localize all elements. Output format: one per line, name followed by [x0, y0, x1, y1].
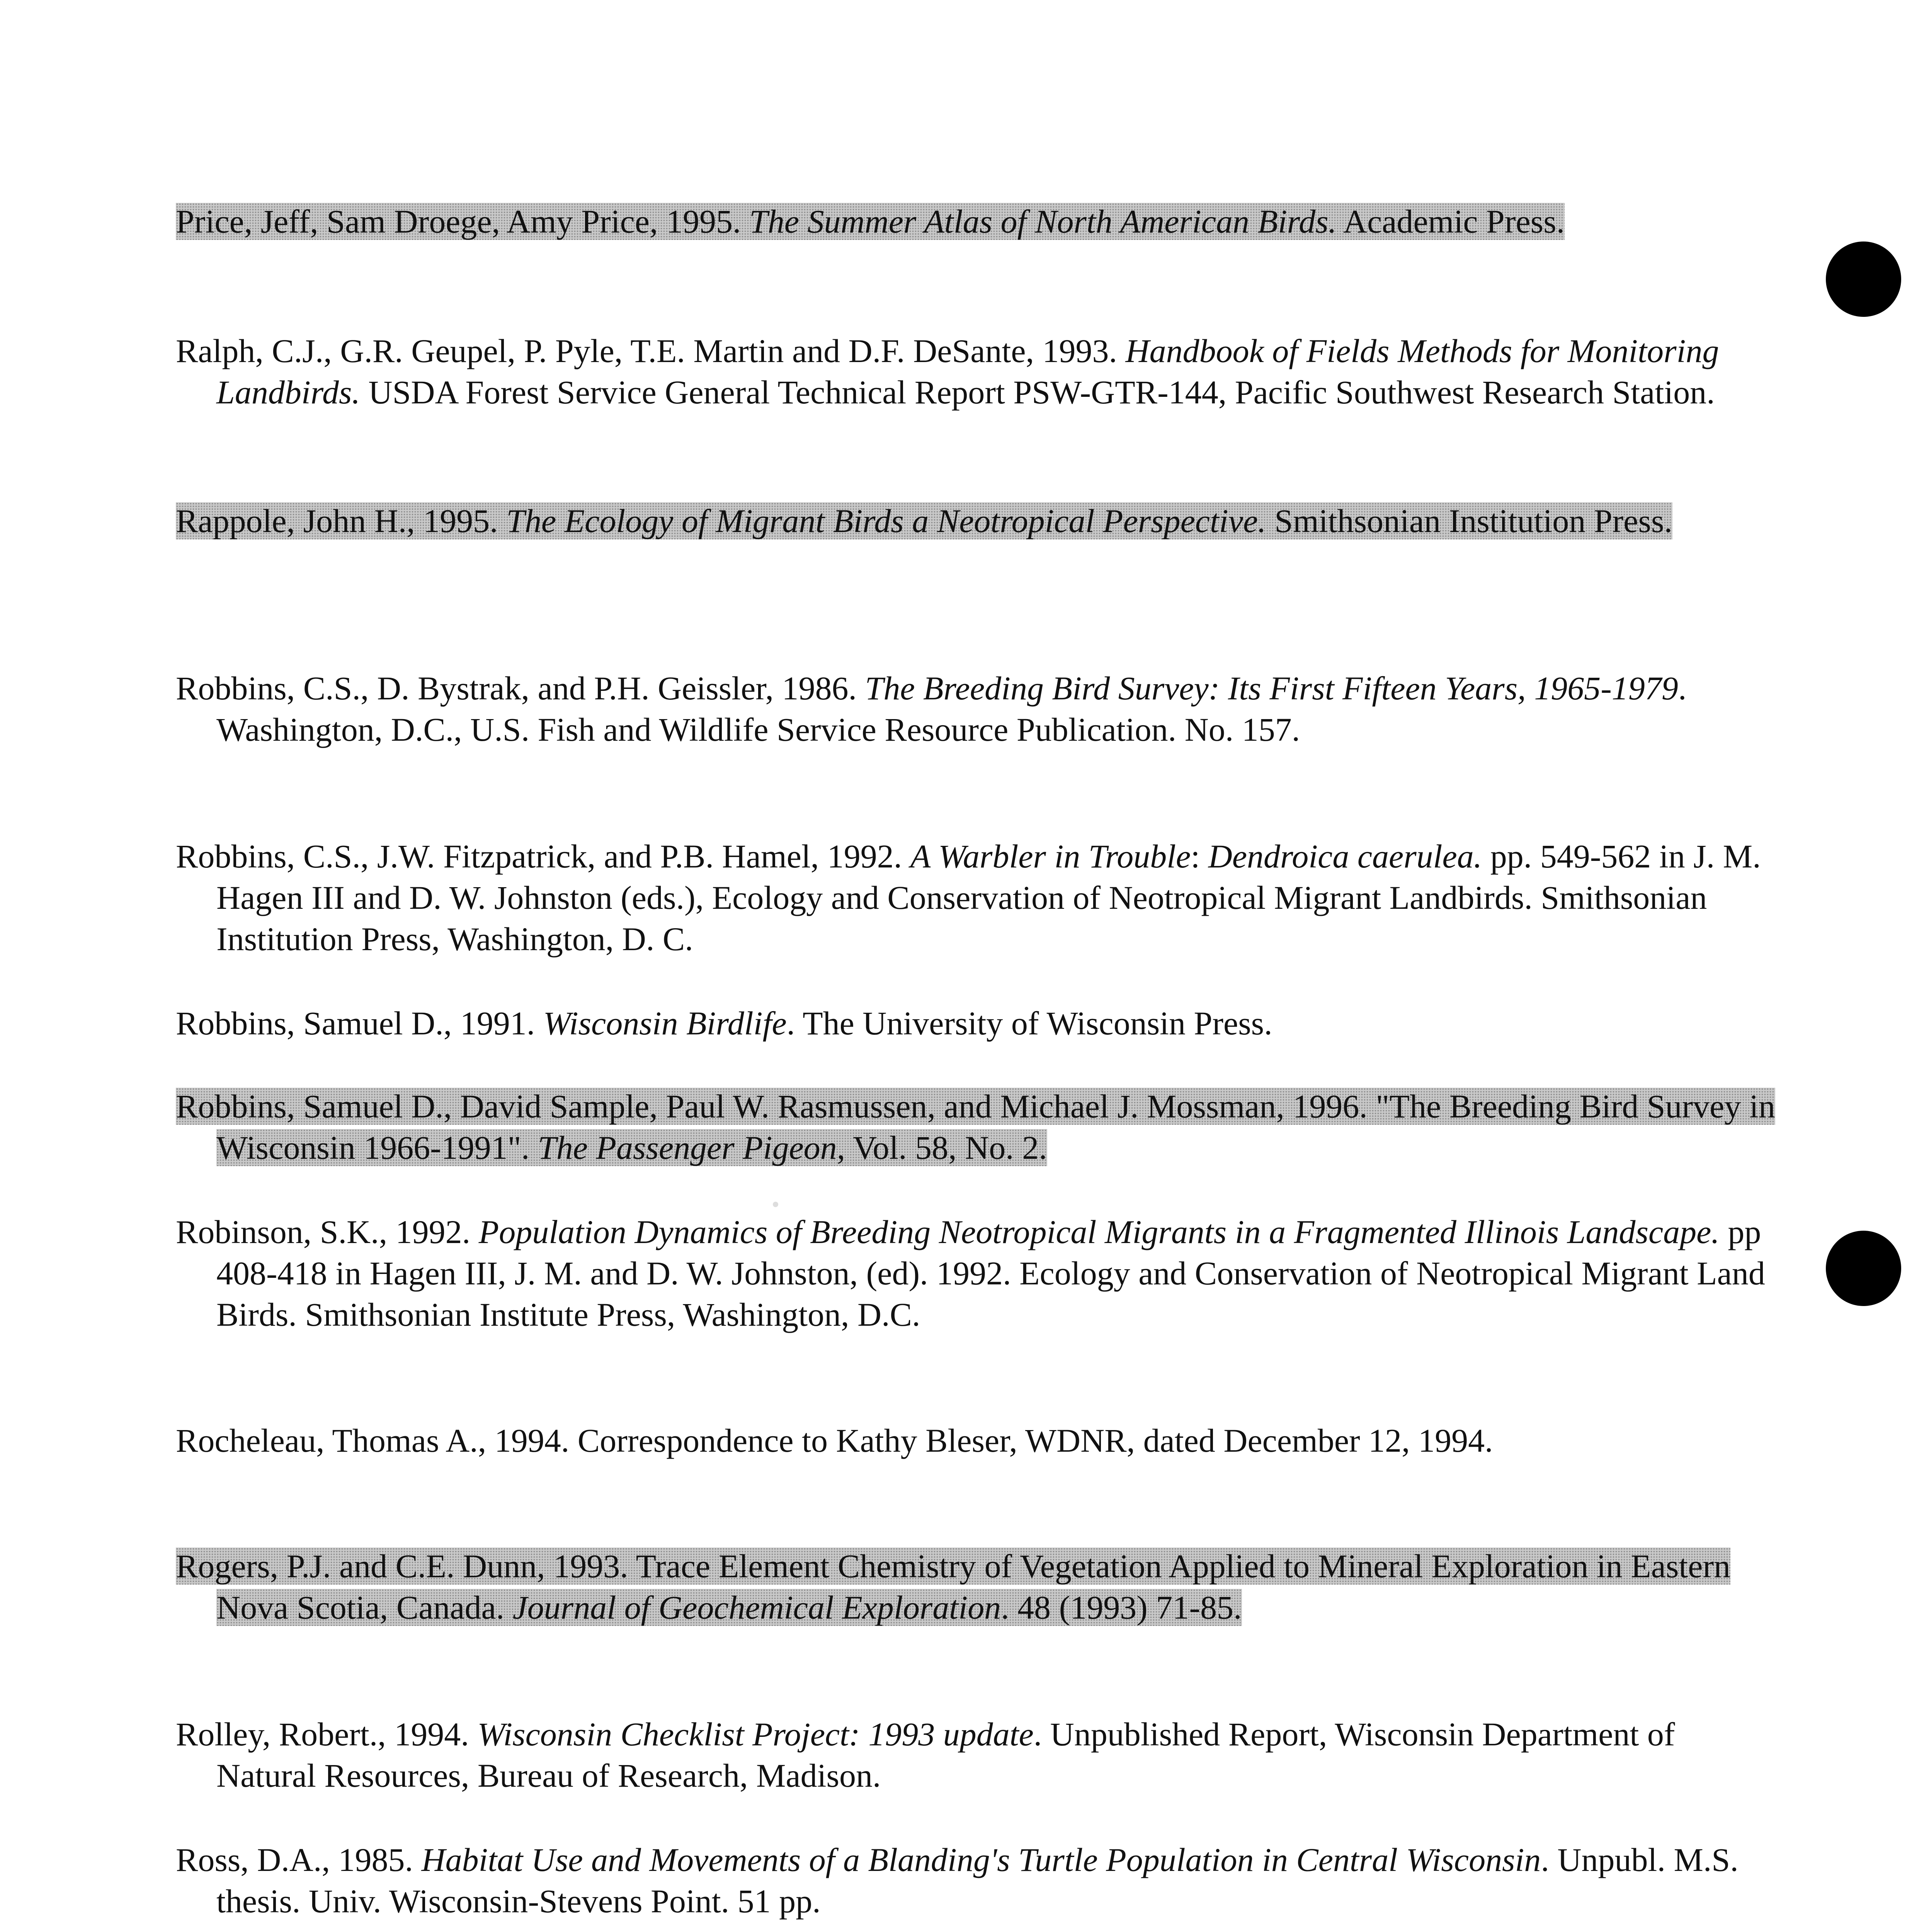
reference-title: Wisconsin Birdlife — [543, 1005, 787, 1042]
revision-bullet-icon — [1826, 242, 1901, 317]
reference-text: , Vol. 58, No. 2. — [837, 1129, 1047, 1166]
reference-text: : — [1191, 838, 1208, 875]
revision-bullet-icon — [1826, 1231, 1901, 1306]
reference-text: Academic Press. — [1337, 203, 1565, 240]
reference-entry — [176, 1839, 1781, 1922]
scan-speck — [773, 1202, 778, 1207]
reference-text: . The University of Wisconsin Press. — [786, 1005, 1272, 1042]
reference-text: USDA Forest Service General Technical Report PSW-GTR-144, Pacific Southwest Research Station. — [360, 374, 1715, 411]
highlight-band — [176, 502, 1672, 539]
reference-title: The Ecology of Migrant Birds a Neotropical Perspective. — [506, 502, 1266, 539]
reference-entry — [176, 1714, 1781, 1796]
reference-text: Price, Jeff, Sam Droege, Amy Price, 1995. — [176, 203, 750, 240]
reference-text: . Washington, D.C., U.S. Fish and Wildlife Service Resource Publication. No. 157. — [216, 670, 1687, 748]
reference-text: . 48 (1993) 71-85. — [1001, 1589, 1242, 1626]
reference-title: Handbook of Fields Methods for Monitoring Landbirds. — [216, 332, 1719, 411]
reference-text: Smithsonian Institution Press. — [1266, 502, 1672, 539]
highlight-band — [176, 1088, 1775, 1166]
reference-entry — [176, 1086, 1781, 1168]
reference-title: Wisconsin Checklist Project: 1993 update — [477, 1716, 1034, 1753]
reference-text: pp. 549-562 in J. M. Hagen III and D. W. Johnston (eds.), Ecology and Conservation of Neotropical Migrant Landbirds. Smithsonian Institution Press, Washington, D. C. — [216, 838, 1761, 957]
reference-text: Robbins, Samuel D., 1991. — [176, 1005, 543, 1042]
reference-text: . Unpubl. M.S. thesis. Univ. Wisconsin-Stevens Point. 51 pp. — [216, 1841, 1738, 1920]
reference-entry — [176, 836, 1781, 960]
reference-title: The Summer Atlas of North American Birds. — [749, 203, 1337, 240]
reference-text: Robbins, C.S., D. Bystrak, and P.H. Geissler, 1986. — [176, 670, 865, 707]
reference-text: Ross, D.A., 1985. — [176, 1841, 422, 1878]
reference-entry — [176, 1211, 1781, 1335]
reference-title: The Breeding Bird Survey: Its First Fifteen Years, 1965-1979 — [865, 670, 1678, 707]
reference-text: . Unpublished Report, Wisconsin Department of Natural Resources, Bureau of Research, Madison. — [216, 1716, 1675, 1794]
reference-title: Dendroica caerulea. — [1208, 838, 1482, 875]
reference-text: Rocheleau, Thomas A., 1994. Correspondence to Kathy Bleser, WDNR, dated December 12, 1994. — [176, 1422, 1493, 1459]
reference-title: Journal of Geochemical Exploration — [512, 1589, 1001, 1626]
reference-text: Rappole, John H., 1995. — [176, 502, 507, 539]
reference-text: Rolley, Robert., 1994. — [176, 1716, 478, 1753]
reference-entry — [176, 1546, 1781, 1628]
reference-title: Habitat Use and Movements of a Blanding's Turtle Population in Central Wisconsin — [421, 1841, 1541, 1878]
reference-entry — [176, 1003, 1781, 1044]
reference-entry — [176, 1420, 1781, 1461]
highlight-band — [176, 203, 1565, 240]
reference-entry — [176, 500, 1781, 542]
reference-text: Robbins, C.S., J.W. Fitzpatrick, and P.B. Hamel, 1992. — [176, 838, 910, 875]
reference-title: The Passenger Pigeon — [538, 1129, 837, 1166]
reference-text: Ralph, C.J., G.R. Geupel, P. Pyle, T.E. Martin and D.F. DeSante, 1993. — [176, 332, 1126, 369]
reference-title: A Warbler in Trouble — [910, 838, 1191, 875]
reference-entry — [176, 668, 1781, 750]
reference-entry — [176, 330, 1781, 413]
reference-title: Population Dynamics of Breeding Neotropical Migrants in a Fragmented Illinois Landscape. — [478, 1213, 1720, 1250]
reference-text: pp 408-418 in Hagen III, J. M. and D. W. Johnston, (ed). 1992. Ecology and Conservation of Neotropical Migrant Land Birds. Smithsonian Institute Press, Washington, D.C. — [216, 1213, 1765, 1333]
reference-text: Robbins, Samuel D., David Sample, Paul W. Rasmussen, and Michael J. Mossman, 1996. "The Breeding Bird Survey in Wisconsin 1966-1991". — [176, 1088, 1775, 1166]
reference-entry — [176, 201, 1781, 242]
reference-text: Robinson, S.K., 1992. — [176, 1213, 479, 1250]
highlight-band — [176, 1548, 1730, 1626]
reference-text: Rogers, P.J. and C.E. Dunn, 1993. Trace Element Chemistry of Vegetation Applied to Mineral Exploration in Eastern Nova Scotia, Canada. — [176, 1548, 1731, 1626]
